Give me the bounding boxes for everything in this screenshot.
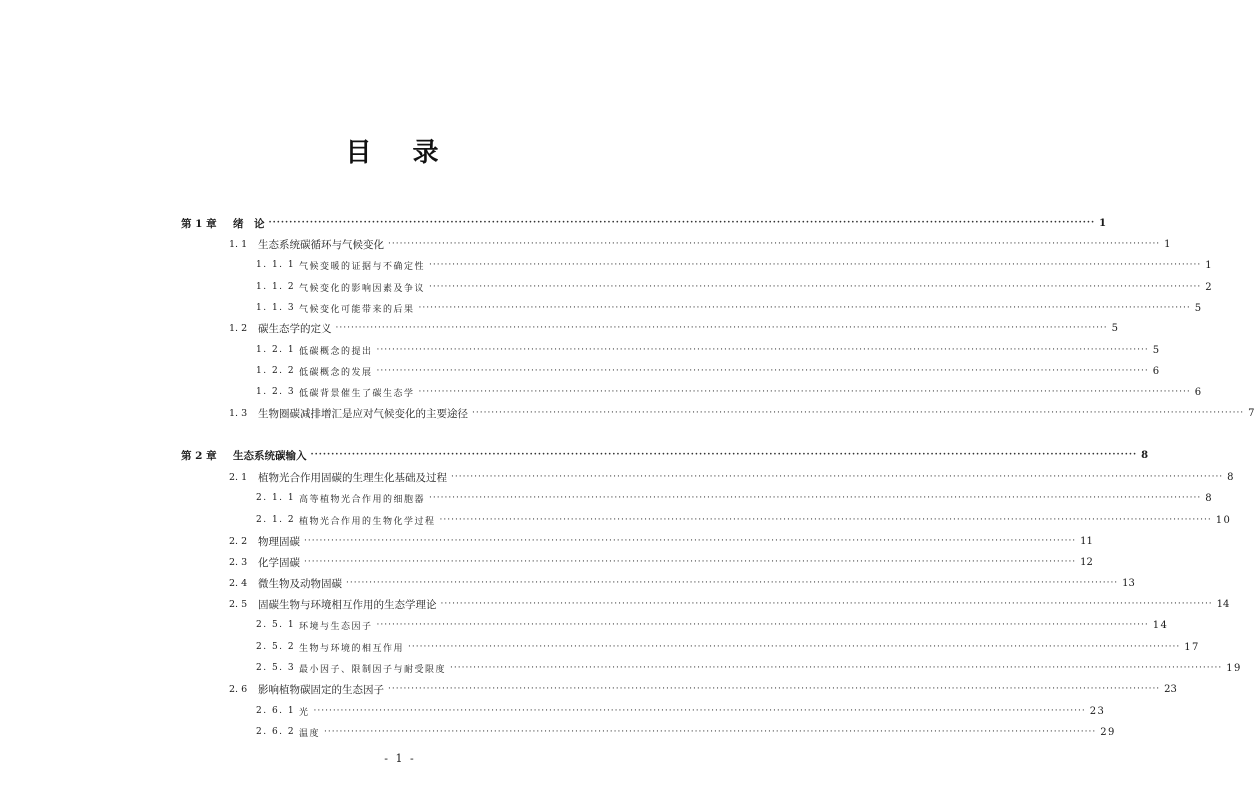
toc-entry-number: 2. 2 [229,535,248,547]
toc-entry-number: 1. 2 [229,322,248,334]
toc-entry-page-number: 12 [1080,556,1093,568]
toc-entry-section [229,573,1135,593]
page-title: 目 录 [345,138,455,168]
toc-entry-title: 气候变化可能带来的后果 [299,304,415,315]
toc-entry-title: 绪 论 [233,217,265,230]
toc-entry-section [229,403,1255,423]
toc-entry-page-number: 2 [1205,281,1214,293]
toc-entry-subsection [256,701,1106,721]
toc-entry-title: 生态系统碳输入 [233,449,307,462]
dot-leader: ········································································································································································································ [388,684,1161,694]
dot-leader: ········································································································································································································ [418,303,1191,313]
toc-entry-number: 1. 1. 1 [256,260,296,270]
toc-entry-section [229,679,1177,699]
toc-entry-number: 2. 4 [229,577,248,589]
toc-entry-title: 生物圈碳减排增汇是应对气候变化的主要途径 [258,407,468,420]
toc-entry-subsection [256,722,1116,742]
toc-entry-section [229,531,1093,551]
dot-leader: ········································································································································································································ [451,472,1224,482]
toc-entry-number: 2. 5. 3 [256,663,296,673]
toc-entry-chapter [181,445,1149,465]
toc-entry-page-number: 6 [1194,386,1203,398]
toc-entry-number: 1. 2. 3 [256,387,296,397]
toc-entry-subsection [256,340,1161,360]
toc-entry-page-number: 1 [1164,238,1171,250]
toc-entry-title: 碳生态学的定义 [258,322,332,335]
dot-leader: ········································································································································································································ [408,642,1181,652]
toc-entry-page-number: 1 [1099,217,1107,229]
toc-entry-page-number: 10 [1215,514,1232,526]
dot-leader: ········································································································································································································ [472,408,1245,418]
toc-entry-number: 2. 5. 1 [256,620,296,630]
toc-entry-number: 2. 1. 1 [256,493,296,503]
dot-leader: ········································································································································································································ [376,366,1149,376]
toc-entry-title: 气候变暖的证据与不确定性 [299,261,426,272]
toc-entry-subsection [256,637,1200,657]
dot-leader: ········································································································································································································ [429,282,1202,292]
toc-entry-page-number: 8 [1141,449,1149,461]
toc-entry-subsection [256,255,1214,275]
dot-leader: ········································································································································································································ [310,450,1138,460]
toc-entry-page-number: 23 [1164,683,1177,695]
toc-entry-title: 影响植物碳固定的生态因子 [258,683,384,696]
toc-entry-number: 1. 2. 2 [256,366,296,376]
toc-entry-title: 生态系统碳循环与气候变化 [258,238,384,251]
toc-entry-subsection [256,298,1203,318]
dot-leader: ········································································································································································································ [304,536,1077,546]
dot-leader: ········································································································································································································ [346,578,1119,588]
dot-leader: ········································································································································································································ [418,387,1191,397]
dot-leader: ········································································································································································································ [324,727,1097,737]
toc-entry-section [229,552,1093,572]
toc-entry-chapter [181,213,1107,233]
toc-entry-subsection [256,615,1169,635]
dot-leader: ········································································································································································································ [429,260,1202,270]
toc-entry-title: 低碳概念的发展 [299,367,373,378]
toc-entry-number: 1. 2. 1 [256,345,296,355]
toc-entry-title: 低碳概念的提出 [299,346,373,357]
toc-entry-number: 1. 1 [229,238,248,250]
toc-entry-page-number: 1 [1205,259,1214,271]
toc-entry-number: 1. 1. 3 [256,303,296,313]
dot-leader: ········································································································································································································ [388,239,1161,249]
toc-entry-page-number: 19 [1226,662,1242,674]
dot-leader: ········································································································································································································ [313,706,1086,716]
toc-entry-title: 微生物及动物固碳 [258,577,342,590]
dot-leader: ········································································································································································································ [376,345,1149,355]
toc-entry-section [229,467,1234,487]
toc-entry-page-number: 17 [1184,641,1200,653]
toc-entry-title: 最小因子、限制因子与耐受限度 [299,664,447,675]
dot-leader: ········································································································································································································ [429,493,1202,503]
toc-entry-number: 1. 1. 2 [256,282,296,292]
toc-entry-page-number: 7 [1248,407,1255,419]
toc-entry-number: 2. 5. 2 [256,642,296,652]
toc-entry-subsection [256,382,1203,402]
toc-entry-page-number: 13 [1122,577,1135,589]
toc-entry-page-number: 11 [1080,535,1093,547]
dot-leader: ········································································································································································································ [440,599,1213,609]
toc-entry-page-number: 5 [1194,302,1203,314]
toc-entry-title: 低碳背景催生了碳生态学 [299,388,415,399]
toc-entry-page-number: 29 [1100,726,1116,738]
toc-entry-title: 固碳生物与环境相互作用的生态学理论 [258,598,437,611]
toc-entry-title: 生物与环境的相互作用 [299,643,405,654]
dot-leader: ········································································································································································································ [450,663,1223,673]
toc-entry-page-number: 23 [1089,705,1106,717]
toc-entry-title: 植物光合作用的生物化学过程 [299,516,436,527]
toc-entry-number: 2. 1 [229,471,248,483]
toc-entry-page-number: 14 [1152,619,1169,631]
toc-entry-page-number: 8 [1205,492,1214,504]
toc-entry-title: 植物光合作用固碳的生理生化基础及过程 [258,471,447,484]
toc-entry-title: 温度 [299,728,321,739]
toc-entry-title: 化学固碳 [258,556,300,569]
toc-entry-title: 环境与生态因子 [299,621,373,632]
toc-entry-number: 2. 3 [229,556,248,568]
toc-entry-number: 1. 3 [229,407,248,419]
toc-entry-subsection [256,277,1214,297]
toc-entry-number: 第 2 章 [181,449,217,462]
toc-entry-section [229,594,1230,614]
toc-entry-section [229,318,1119,338]
dot-leader: ········································································································································································································ [304,557,1077,567]
toc-entry-page-number: 14 [1216,598,1230,610]
toc-entry-title: 光 [299,707,310,718]
toc-entry-number: 2. 6. 2 [256,727,296,737]
toc-entry-page-number: 5 [1152,344,1161,356]
toc-entry-page-number: 5 [1111,322,1119,334]
toc-entry-page-number: 6 [1152,365,1161,377]
toc-entry-subsection [256,361,1161,381]
toc-entry-title: 高等植物光合作用的细胞器 [299,494,426,505]
toc-entry-number: 2. 1. 2 [256,515,296,525]
toc-entry-number: 2. 6. 1 [256,706,296,716]
dot-leader: ········································································································································································································ [335,323,1108,333]
toc-entry-subsection [256,488,1214,508]
page-number-footer: - 1 - [384,752,416,765]
dot-leader: ········································································································································································································ [439,515,1212,525]
toc-entry-title: 物理固碳 [258,535,300,548]
toc-entry-subsection [256,658,1242,678]
toc-entry-page-number: 8 [1227,471,1234,483]
toc-entry-title: 气候变化的影响因素及争议 [299,283,426,294]
toc-entry-number: 2. 6 [229,683,248,695]
toc-entry-subsection [256,510,1232,530]
toc-entry-number: 2. 5 [229,598,248,610]
dot-leader: ········································································································································································································ [376,620,1149,630]
toc-entry-section [229,234,1171,254]
toc-entry-number: 第 1 章 [181,217,217,230]
dot-leader: ········································································································································································································ [268,218,1096,228]
